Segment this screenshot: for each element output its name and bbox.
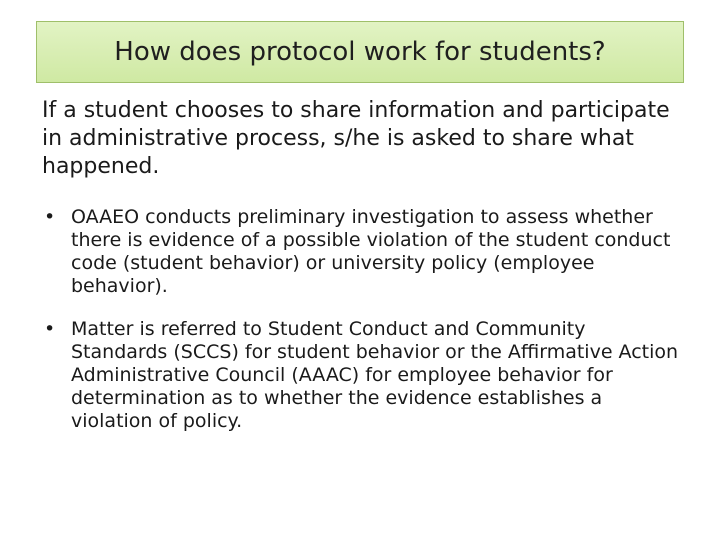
bullet-marker-icon: •: [44, 206, 56, 228]
bullet-marker-icon: •: [44, 318, 56, 340]
bullet-text: OAAEO conducts preliminary investigation to assess whether there is evidence of a possible violation of the student conduct code (student behavior) or university policy (employee behavior).: [71, 206, 671, 297]
bullet-item-investigation: [44, 206, 684, 298]
slide-title-box: [36, 21, 684, 83]
intro-paragraph: If a student chooses to share information and participate in administrative process, s/he is asked to share what happened.: [42, 98, 670, 179]
bullet-item-referral: [44, 318, 684, 433]
slide-title: How does protocol work for students?: [114, 37, 606, 67]
bullet-list: [44, 206, 684, 453]
bullet-text: Matter is referred to Student Conduct and Community Standards (SCCS) for student behavior or the Affirmative Action Administrative Council (AAAC) for employee behavior for determination as to whether the evidence establishes a violation of policy.: [71, 318, 679, 432]
